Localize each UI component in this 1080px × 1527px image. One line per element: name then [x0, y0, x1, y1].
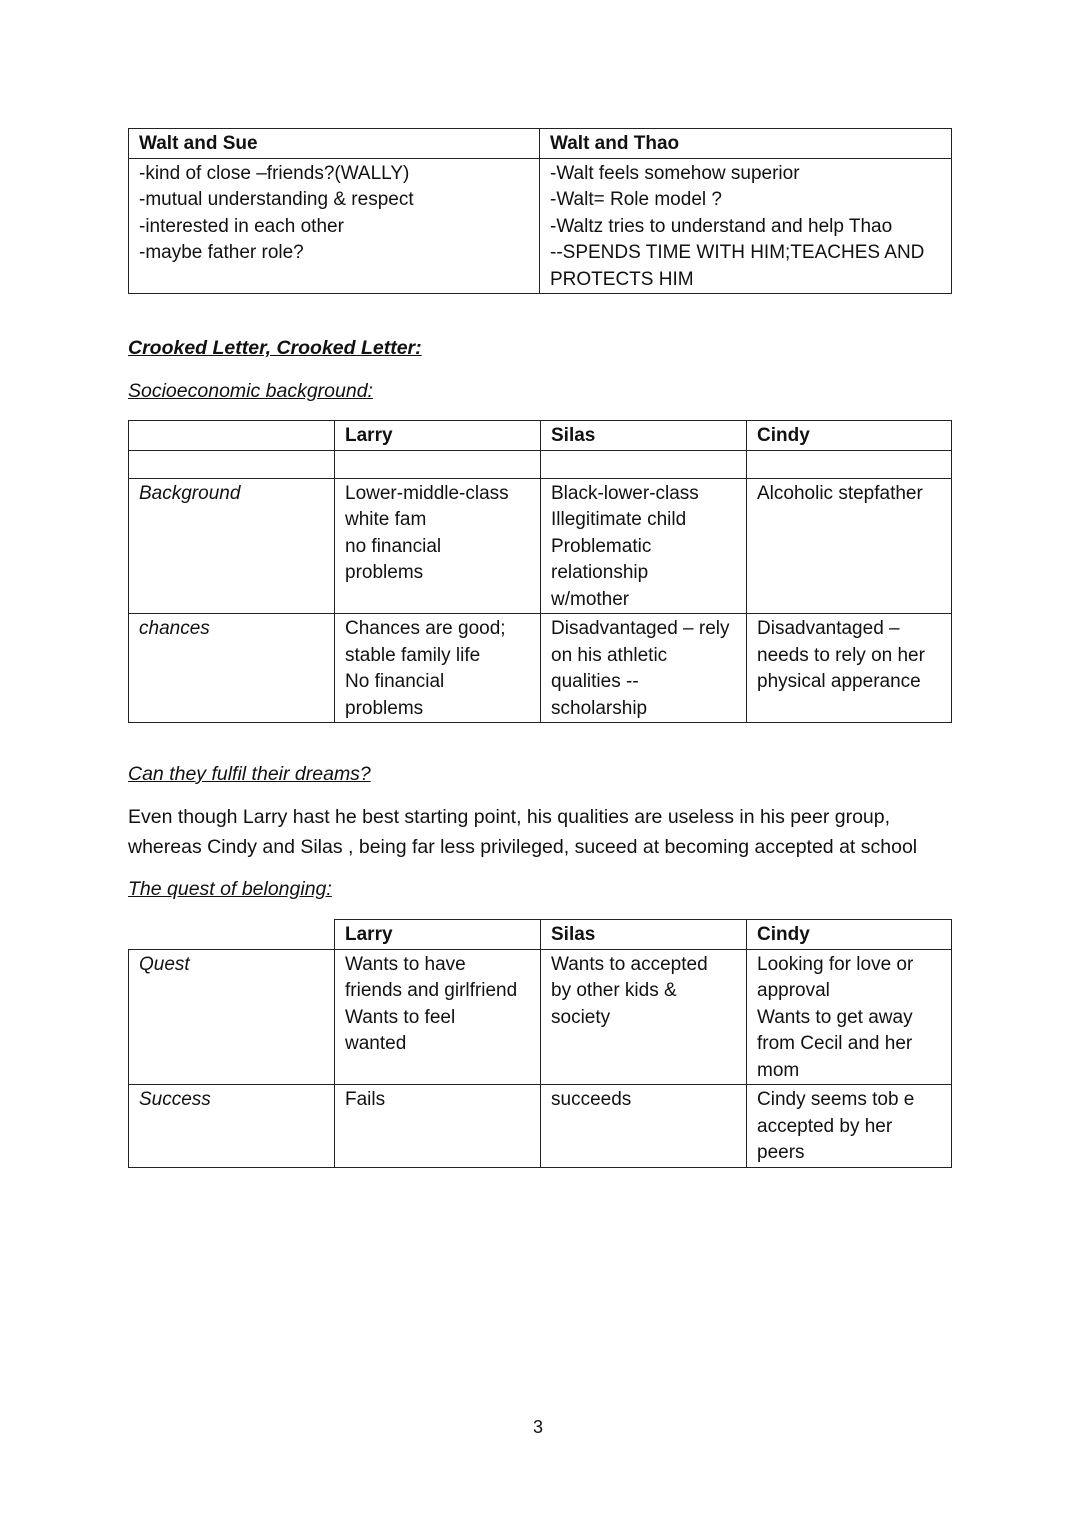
socio-header-larry: Larry: [335, 421, 541, 451]
cell-line: Illegitimate child: [551, 509, 687, 530]
cell-line: physical apperance: [757, 671, 921, 692]
socio-table: [128, 420, 952, 723]
cell-line: problems: [345, 697, 424, 719]
sue-line: -maybe father role?: [139, 242, 304, 263]
cell-line: stable family life: [345, 644, 481, 666]
spacer-cell: [541, 450, 747, 478]
spacer-cell: [747, 450, 952, 478]
cell-line: friends and girlfriend: [345, 980, 518, 1001]
cell-line: mom: [757, 1059, 800, 1081]
cell-line: Black-lower-class: [551, 482, 699, 504]
cell-line: society: [551, 1006, 611, 1028]
background-cindy-cell: [747, 478, 952, 614]
row-label-chances: chances: [129, 614, 335, 723]
cell-line: needs to rely on her: [757, 644, 925, 666]
row-label-quest: Quest: [129, 949, 335, 1085]
summary-paragraph: Even though Larry hast he best starting point, his qualities are useless in his peer group, whereas Cindy and Silas , being far less privileged, suceed at becoming accepted at school: [128, 806, 918, 858]
walt-relationships-table: [128, 128, 952, 294]
cell-line: Fails: [345, 1089, 386, 1110]
cell-line: Problematic: [551, 535, 652, 557]
cell-line: wanted: [345, 1033, 407, 1054]
quest-heading: The quest of belonging:: [128, 878, 332, 900]
sue-line: -interested in each other: [139, 215, 344, 237]
cell-line: peers: [757, 1142, 805, 1163]
chances-cindy-cell: [747, 614, 952, 723]
cell-line: Disadvantaged – rely: [551, 618, 730, 639]
success-cindy-cell: [747, 1085, 952, 1168]
page-number: 3: [533, 1417, 544, 1437]
cell-line: Alcoholic stepfather: [757, 482, 923, 504]
success-silas-cell: [541, 1085, 747, 1168]
cell-line: accepted by her: [757, 1115, 893, 1137]
walt-sue-header: Walt and Sue: [129, 129, 540, 159]
cell-line: on his athletic: [551, 644, 668, 666]
cell-line: Chances are good;: [345, 618, 506, 639]
thao-line: --SPENDS TIME WITH HIM;TEACHES AND PROTECTS HIM: [550, 242, 925, 290]
thao-line: -Walt feels somehow superior: [550, 162, 800, 184]
quest-larry-cell: [335, 949, 541, 1085]
quest-header-larry: Larry: [335, 920, 541, 950]
spacer-cell: [129, 450, 335, 478]
cell-line: by other kids &: [551, 980, 677, 1001]
cell-line: Cindy seems tob e: [757, 1089, 915, 1110]
walt-thao-cell: [540, 158, 952, 294]
cell-line: relationship: [551, 562, 649, 583]
sue-line: -kind of close –friends?(WALLY): [139, 162, 410, 184]
quest-silas-cell: [541, 949, 747, 1085]
quest-header-cindy: Cindy: [747, 920, 952, 950]
chances-silas-cell: [541, 614, 747, 723]
row-label-background: Background: [129, 478, 335, 614]
cell-line: approval: [757, 980, 830, 1001]
sue-line: -mutual understanding & respect: [139, 189, 414, 210]
walt-thao-header: Walt and Thao: [540, 129, 952, 159]
quest-cindy-cell: [747, 949, 952, 1085]
spacer-cell: [335, 450, 541, 478]
cell-line: Lower-middle-class: [345, 482, 509, 504]
cell-line: Wants to get away: [757, 1006, 913, 1028]
cell-line: scholarship: [551, 697, 648, 719]
cell-line: white fam: [345, 509, 427, 530]
cell-line: qualities --: [551, 671, 639, 692]
dreams-heading: Can they fulfil their dreams?: [128, 763, 371, 785]
socio-heading: Socioeconomic background:: [128, 380, 373, 402]
cell-line: Wants to feel: [345, 1006, 456, 1028]
cell-line: Looking for love or: [757, 953, 914, 975]
cell-line: problems: [345, 562, 424, 583]
cell-line: from Cecil and her: [757, 1033, 913, 1054]
cell-line: succeeds: [551, 1089, 632, 1110]
quest-header-empty: [129, 920, 335, 950]
walt-sue-cell: [129, 158, 540, 294]
cell-line: no financial: [345, 535, 442, 557]
quest-table: [128, 919, 952, 1168]
cell-line: Disadvantaged –: [757, 618, 900, 639]
cell-line: Wants to have: [345, 953, 466, 975]
section-title: Crooked Letter, Crooked Letter:: [128, 337, 422, 359]
thao-line: -Walt= Role model ?: [550, 189, 722, 210]
cell-line: Wants to accepted: [551, 953, 708, 975]
socio-header-cindy: Cindy: [747, 421, 952, 451]
quest-header-silas: Silas: [541, 920, 747, 950]
cell-line: No financial: [345, 671, 445, 692]
success-larry-cell: [335, 1085, 541, 1168]
chances-larry-cell: [335, 614, 541, 723]
socio-header-silas: Silas: [541, 421, 747, 451]
background-silas-cell: [541, 478, 747, 614]
socio-header-empty: [129, 421, 335, 451]
cell-line: w/mother: [551, 588, 630, 610]
row-label-success: Success: [129, 1085, 335, 1168]
thao-line: -Waltz tries to understand and help Thao: [550, 215, 893, 237]
background-larry-cell: [335, 478, 541, 614]
